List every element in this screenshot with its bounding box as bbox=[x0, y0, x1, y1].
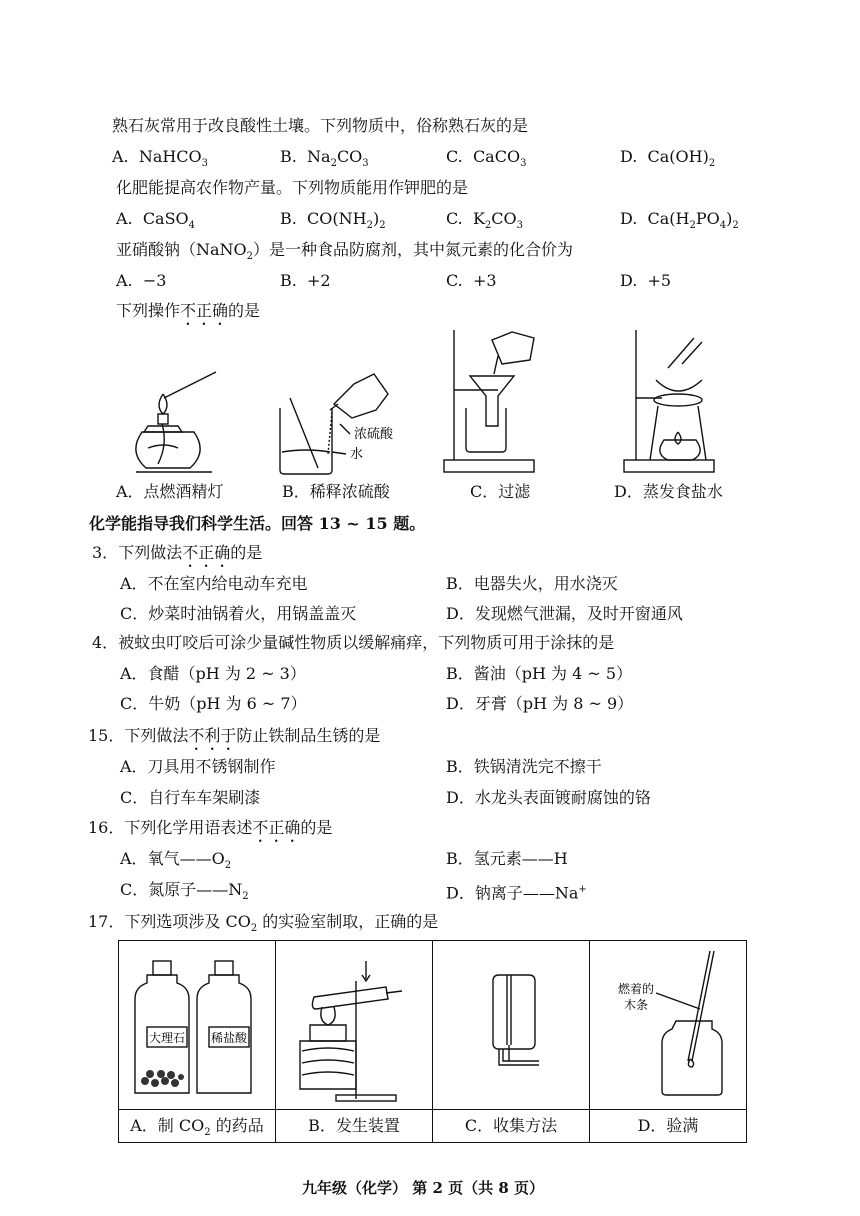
q10-stem: 化肥能提高农作物产量。下列物质能用作钾肥的是 bbox=[116, 178, 469, 197]
q10-option-a: A. CaSO$_4$ bbox=[116, 209, 196, 232]
q12-caption-d: D．蒸发食盐水 bbox=[614, 482, 723, 501]
section-heading: 化学能指导我们科学生活。回答 13 ~ 15 题。 bbox=[89, 514, 426, 533]
marble-label: 大理石 bbox=[149, 1031, 186, 1045]
q16-stem: 16．下列化学用语表述不正确的是 bbox=[88, 818, 333, 837]
filtration-figure bbox=[440, 328, 550, 478]
q12-caption-a: A．点燃酒精灯 bbox=[116, 482, 224, 501]
q17-cell-c bbox=[433, 941, 590, 1143]
q14-stem: 4．被蚊虫叮咬后可涂少量碱性物质以缓解痛痒，下列物质可用于涂抹的是 bbox=[92, 633, 615, 652]
q14-option-b: B．酱油（pH 为 4 ~ 5） bbox=[446, 664, 633, 683]
q17-cell-b bbox=[276, 941, 433, 1143]
q17-options-table bbox=[118, 940, 747, 1143]
q11-stem: 亚硝酸钠（NaNO$_2$）是一种食品防腐剂，其中氮元素的化合价为 bbox=[116, 240, 574, 263]
evaporation-figure bbox=[620, 328, 730, 478]
q17-caption-d: D．验满 bbox=[590, 1109, 746, 1142]
acid-label: 浓硫酸 bbox=[354, 427, 394, 442]
dilute-acid-figure bbox=[270, 368, 400, 478]
q13-option-c: C．炒菜时油锅着火，用锅盖盖灭 bbox=[120, 604, 357, 623]
q10-option-b: B. $CO(NH_2)_2$ bbox=[280, 209, 386, 232]
q17-cell-d bbox=[590, 941, 747, 1143]
reagent-bottles-figure bbox=[119, 941, 275, 1109]
q17-stem: 17．下列选项涉及 $CO_2$ 的实验室制取，正确的是 bbox=[88, 912, 439, 935]
gas-collection-figure bbox=[433, 941, 589, 1109]
q14-option-c: C．牛奶（pH 为 6 ~ 7） bbox=[120, 694, 307, 713]
q9-option-d: D. $Ca(OH)_2$ bbox=[620, 147, 716, 170]
q15-option-c: C．自行车车架刷漆 bbox=[120, 788, 261, 807]
q11-option-b: B. +2 bbox=[280, 271, 331, 290]
water-label: 水 bbox=[350, 447, 364, 462]
q16-option-b: B．氢元素——H bbox=[446, 849, 568, 868]
q13-option-d: D．发现燃气泄漏，及时开窗通风 bbox=[446, 604, 683, 623]
q16-option-d: D．钠离子——Na+ bbox=[446, 883, 587, 903]
hydrochloric-acid-label: 稀盐酸 bbox=[211, 1031, 248, 1045]
q15-option-b: B．铁锅清洗完不擦干 bbox=[446, 757, 602, 776]
q14-option-a: A．食醋（pH 为 2 ~ 3） bbox=[120, 664, 306, 683]
q9-option-b: B. $Na_2CO_3$ bbox=[280, 147, 369, 170]
q13-stem: 3．下列做法不正确的是 bbox=[92, 543, 263, 562]
q17-caption-a: A．制 $CO_2$ 的药品 bbox=[119, 1109, 275, 1142]
q15-option-d: D．水龙头表面镀耐腐蚀的铬 bbox=[446, 788, 651, 807]
test-full-figure bbox=[590, 941, 746, 1109]
q12-caption-c: C．过滤 bbox=[470, 482, 531, 501]
generator-apparatus-figure bbox=[276, 941, 432, 1109]
q17-caption-c: C．收集方法 bbox=[433, 1109, 589, 1142]
q9-stem: 熟石灰常用于改良酸性土壤。下列物质中，俗称熟石灰的是 bbox=[112, 116, 529, 135]
q11-option-a: A. −3 bbox=[116, 271, 167, 290]
q15-option-a: A．刀具用不锈钢制作 bbox=[120, 757, 276, 776]
splint-label-2: 木条 bbox=[624, 998, 649, 1012]
q10-option-d: D. $Ca(H_2PO_4)_2$ bbox=[620, 209, 739, 232]
q15-stem: 15．下列做法不利于防止铁制品生锈的是 bbox=[88, 726, 381, 745]
q13-option-b: B．电器失火，用水浇灭 bbox=[446, 574, 618, 593]
q10-option-c: C. $K_2CO_3$ bbox=[446, 209, 523, 232]
q13-option-a: A．不在室内给电动车充电 bbox=[120, 574, 308, 593]
q11-option-d: D. +5 bbox=[620, 271, 672, 290]
q9-option-c: C. CaCO$_3$ bbox=[446, 147, 527, 170]
q9-option-a: A. NaHCO$_3$ bbox=[112, 147, 209, 170]
q14-option-d: D．牙膏（pH 为 8 ~ 9） bbox=[446, 694, 634, 713]
alcohol-lamp-figure bbox=[128, 368, 228, 478]
q12-caption-b: B．稀释浓硫酸 bbox=[282, 482, 390, 501]
q16-option-a: A．氧气$——O_2$ bbox=[120, 849, 232, 872]
q11-option-c: C. +3 bbox=[446, 271, 497, 290]
q12-stem: 下列操作不正确的是 bbox=[116, 301, 261, 320]
q17-caption-b: B．发生装置 bbox=[276, 1109, 432, 1142]
q17-cell-a bbox=[119, 941, 276, 1143]
q16-option-c: C．氮原子$——N_2$ bbox=[120, 880, 249, 903]
splint-label-1: 燃着的 bbox=[618, 982, 655, 996]
page-footer: 九年级（化学） 第 2 页（共 8 页） bbox=[302, 1179, 544, 1197]
